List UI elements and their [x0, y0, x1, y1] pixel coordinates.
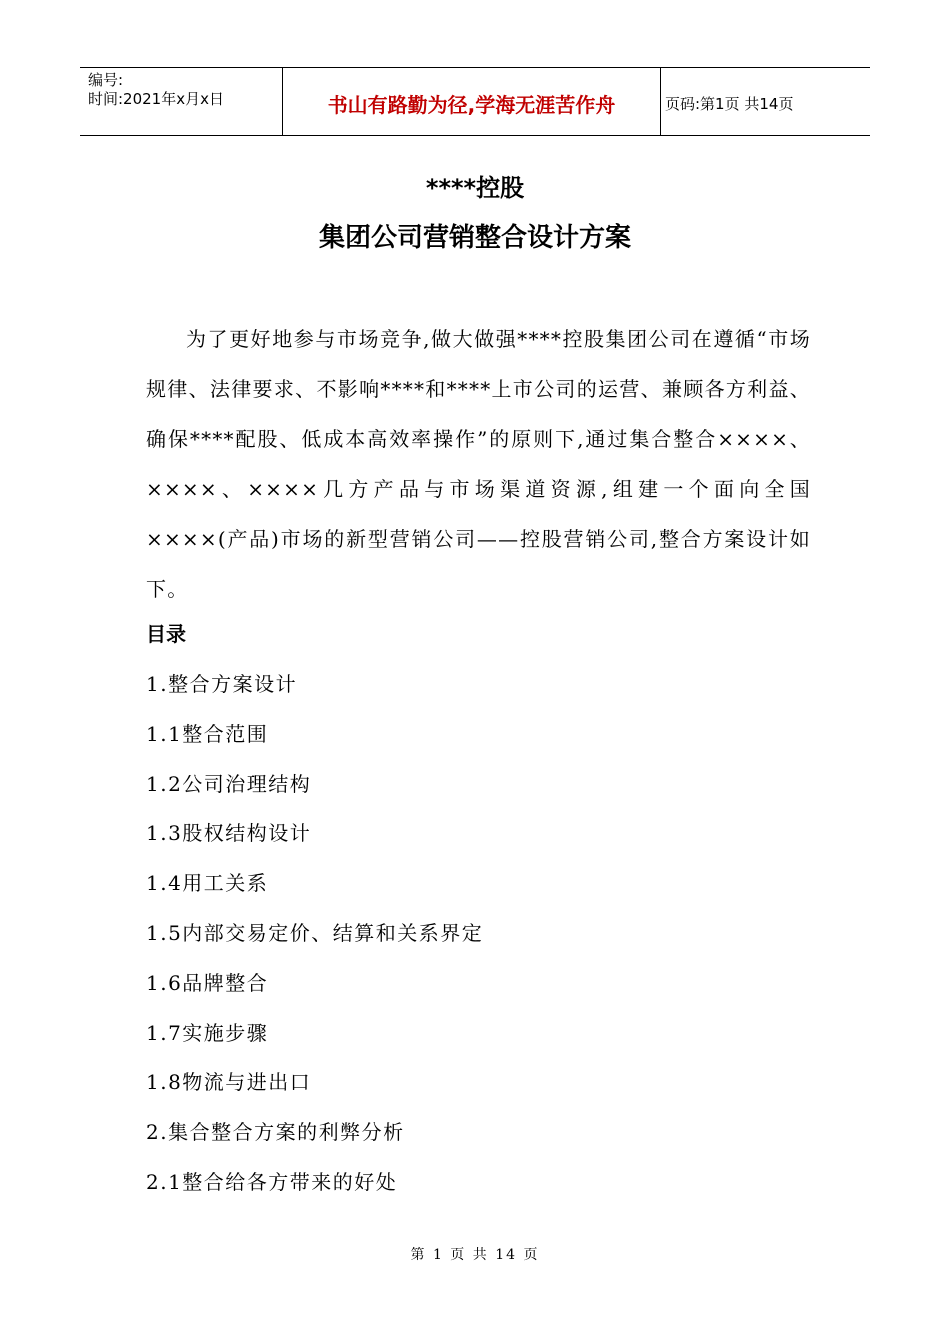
- toc-item: 1.6品牌整合: [146, 970, 269, 995]
- document-title-line-2: 集团公司营销整合设计方案: [318, 223, 631, 253]
- toc-item: 2.1整合给各方带来的好处: [146, 1169, 398, 1194]
- toc-item: 1.整合方案设计: [146, 672, 298, 696]
- page-footer: 第 1 页 共 14 页: [410, 1247, 540, 1263]
- toc-heading: 目录: [146, 622, 186, 646]
- toc-item: 1.5内部交易定价、结算和关系界定: [146, 920, 484, 945]
- header-motto: 书山有路勤为径,学海无涯苦作舟: [282, 68, 661, 135]
- toc-item: 1.4用工关系: [146, 871, 269, 896]
- toc-item: 1.1整合范围: [146, 721, 269, 746]
- page-header: [80, 67, 870, 136]
- toc-item: 2.集合整合方案的利弊分析: [146, 1120, 405, 1145]
- toc-item: 1.2公司治理结构: [146, 771, 312, 796]
- header-meta: [80, 68, 282, 135]
- document-number-label: 编号:: [88, 71, 124, 89]
- toc-list: [146, 664, 483, 1212]
- document-title-line-1: ****控股: [425, 174, 525, 202]
- toc-item: 1.3股权结构设计: [146, 821, 312, 846]
- document-time-label: 时间:2021年x月x日: [88, 90, 224, 108]
- toc-item: 1.7实施步骤: [146, 1020, 269, 1045]
- toc-item: 1.8物流与进出口: [146, 1070, 312, 1095]
- header-page-info: 页码:第1页 共14页: [665, 94, 794, 113]
- intro-paragraph: 为了更好地参与市场竞争,做大做强****控股集团公司在遵循“市场规律、法律要求、不影响****和****上市公司的运营、兼顾各方利益、确保****配股、低成本高效率操作”的原则下,通过集合整合××××、××××、××××几方产品与市场渠道资源,组建一个面向全国××××(产品)市场的新型营销公司——控股营销公司,整合方案设计如下。: [146, 327, 811, 601]
